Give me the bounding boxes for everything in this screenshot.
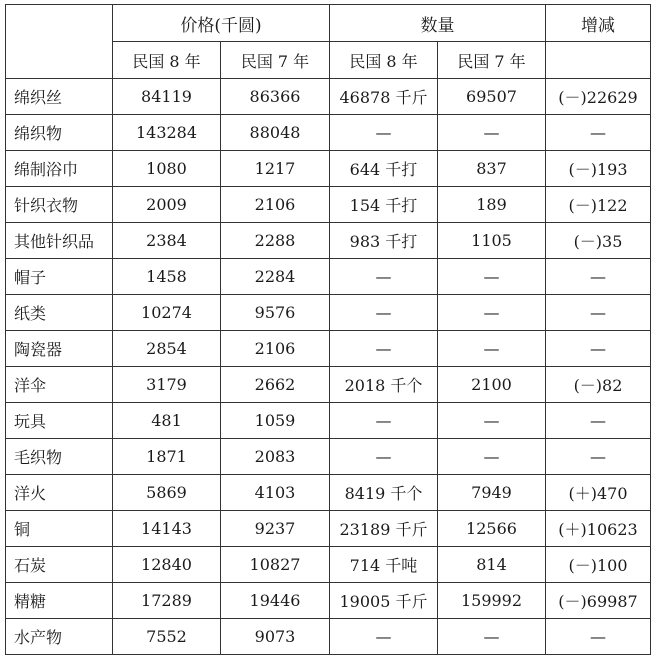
price-year8-cell: 2009 xyxy=(113,187,221,223)
corner-cell xyxy=(6,5,113,79)
table-row xyxy=(6,259,651,295)
item-name-cell: 洋火 xyxy=(6,475,113,511)
table-row xyxy=(6,475,651,511)
quantity-year8-cell: — xyxy=(330,439,438,475)
quantity-year8-cell: — xyxy=(330,259,438,295)
table-body xyxy=(6,79,651,655)
price-year7-cell: 2106 xyxy=(221,331,330,367)
change-cell: (－)100 xyxy=(546,547,651,583)
quantity-year7-cell: 837 xyxy=(438,151,546,187)
price-year7-cell: 2083 xyxy=(221,439,330,475)
price-year8-cell: 1458 xyxy=(113,259,221,295)
price-year8-cell: 7552 xyxy=(113,619,221,655)
change-cell: — xyxy=(546,115,651,151)
price-year8-cell: 1080 xyxy=(113,151,221,187)
quantity-year8-cell: 2018 千个 xyxy=(330,367,438,403)
price-year8-cell: 481 xyxy=(113,403,221,439)
quantity-year8-cell: 19005 千斤 xyxy=(330,583,438,619)
change-cell: (－)22629 xyxy=(546,79,651,115)
quantity-year7-header: 民国 7 年 xyxy=(438,42,546,79)
price-year7-cell: 4103 xyxy=(221,475,330,511)
table-row xyxy=(6,619,651,655)
change-cell: (－)82 xyxy=(546,367,651,403)
change-cell: — xyxy=(546,403,651,439)
change-cell: — xyxy=(546,259,651,295)
quantity-year8-cell: — xyxy=(330,331,438,367)
quantity-year8-cell: 46878 千斤 xyxy=(330,79,438,115)
change-cell: (－)69987 xyxy=(546,583,651,619)
trade-table xyxy=(5,4,651,655)
price-year7-cell: 2106 xyxy=(221,187,330,223)
table-row xyxy=(6,187,651,223)
quantity-year8-cell: 644 千打 xyxy=(330,151,438,187)
table-row xyxy=(6,115,651,151)
price-year8-cell: 17289 xyxy=(113,583,221,619)
price-year7-cell: 2662 xyxy=(221,367,330,403)
item-name-cell: 玩具 xyxy=(6,403,113,439)
quantity-year7-cell: 69507 xyxy=(438,79,546,115)
item-name-cell: 铜 xyxy=(6,511,113,547)
quantity-year7-cell: 2100 xyxy=(438,367,546,403)
change-cell: (＋)10623 xyxy=(546,511,651,547)
quantity-year7-cell: — xyxy=(438,259,546,295)
quantity-year8-cell: 714 千吨 xyxy=(330,547,438,583)
table-row xyxy=(6,223,651,259)
price-year7-cell: 2284 xyxy=(221,259,330,295)
price-year8-cell: 143284 xyxy=(113,115,221,151)
item-name-cell: 针织衣物 xyxy=(6,187,113,223)
quantity-year7-cell: — xyxy=(438,439,546,475)
price-year8-cell: 14143 xyxy=(113,511,221,547)
item-name-cell: 洋伞 xyxy=(6,367,113,403)
price-year8-cell: 2384 xyxy=(113,223,221,259)
trade-table-container xyxy=(5,4,651,655)
item-name-cell: 石炭 xyxy=(6,547,113,583)
item-name-cell: 绵制浴巾 xyxy=(6,151,113,187)
change-cell: — xyxy=(546,295,651,331)
item-name-cell: 帽子 xyxy=(6,259,113,295)
table-row xyxy=(6,547,651,583)
price-year8-cell: 84119 xyxy=(113,79,221,115)
quantity-year8-cell: 23189 千斤 xyxy=(330,511,438,547)
table-row xyxy=(6,511,651,547)
table-row xyxy=(6,439,651,475)
price-year8-cell: 5869 xyxy=(113,475,221,511)
price-year7-cell: 88048 xyxy=(221,115,330,151)
item-name-cell: 精糖 xyxy=(6,583,113,619)
change-cell: (－)122 xyxy=(546,187,651,223)
change-cell: — xyxy=(546,619,651,655)
price-year7-cell: 2288 xyxy=(221,223,330,259)
table-row xyxy=(6,367,651,403)
item-name-cell: 纸类 xyxy=(6,295,113,331)
price-year8-header: 民国 8 年 xyxy=(113,42,221,79)
table-row xyxy=(6,79,651,115)
quantity-year7-cell: — xyxy=(438,295,546,331)
table-row xyxy=(6,151,651,187)
table-row xyxy=(6,583,651,619)
price-year8-cell: 2854 xyxy=(113,331,221,367)
item-name-cell: 毛织物 xyxy=(6,439,113,475)
price-year7-cell: 9576 xyxy=(221,295,330,331)
header-row-1 xyxy=(6,5,651,42)
item-name-cell: 水产物 xyxy=(6,619,113,655)
quantity-year8-cell: 8419 千个 xyxy=(330,475,438,511)
change-cell: — xyxy=(546,331,651,367)
price-year7-cell: 9237 xyxy=(221,511,330,547)
price-year7-cell: 1217 xyxy=(221,151,330,187)
price-year8-cell: 12840 xyxy=(113,547,221,583)
change-subheader-empty xyxy=(546,42,651,79)
quantity-header: 数量 xyxy=(330,5,546,42)
change-cell: (－)35 xyxy=(546,223,651,259)
quantity-year7-cell: 12566 xyxy=(438,511,546,547)
quantity-year7-cell: — xyxy=(438,331,546,367)
price-year8-cell: 1871 xyxy=(113,439,221,475)
price-year7-header: 民国 7 年 xyxy=(221,42,330,79)
quantity-year7-cell: — xyxy=(438,115,546,151)
quantity-year8-cell: — xyxy=(330,295,438,331)
item-name-cell: 其他针织品 xyxy=(6,223,113,259)
quantity-year8-cell: — xyxy=(330,115,438,151)
quantity-year7-cell: 159992 xyxy=(438,583,546,619)
price-year8-cell: 10274 xyxy=(113,295,221,331)
quantity-year8-cell: 983 千打 xyxy=(330,223,438,259)
change-header: 增减 xyxy=(546,5,651,42)
quantity-year8-cell: — xyxy=(330,619,438,655)
table-row xyxy=(6,331,651,367)
price-header: 价格(千圆) xyxy=(113,5,330,42)
price-year7-cell: 10827 xyxy=(221,547,330,583)
change-cell: (＋)470 xyxy=(546,475,651,511)
quantity-year8-cell: — xyxy=(330,403,438,439)
price-year7-cell: 9073 xyxy=(221,619,330,655)
item-name-cell: 陶瓷器 xyxy=(6,331,113,367)
quantity-year7-cell: 189 xyxy=(438,187,546,223)
price-year8-cell: 3179 xyxy=(113,367,221,403)
table-row xyxy=(6,295,651,331)
price-year7-cell: 1059 xyxy=(221,403,330,439)
quantity-year7-cell: — xyxy=(438,403,546,439)
item-name-cell: 绵织物 xyxy=(6,115,113,151)
change-cell: — xyxy=(546,439,651,475)
quantity-year7-cell: 7949 xyxy=(438,475,546,511)
quantity-year8-header: 民国 8 年 xyxy=(330,42,438,79)
change-cell: (－)193 xyxy=(546,151,651,187)
table-row xyxy=(6,403,651,439)
price-year7-cell: 19446 xyxy=(221,583,330,619)
item-name-cell: 绵织丝 xyxy=(6,79,113,115)
quantity-year7-cell: — xyxy=(438,619,546,655)
quantity-year8-cell: 154 千打 xyxy=(330,187,438,223)
quantity-year7-cell: 1105 xyxy=(438,223,546,259)
quantity-year7-cell: 814 xyxy=(438,547,546,583)
price-year7-cell: 86366 xyxy=(221,79,330,115)
